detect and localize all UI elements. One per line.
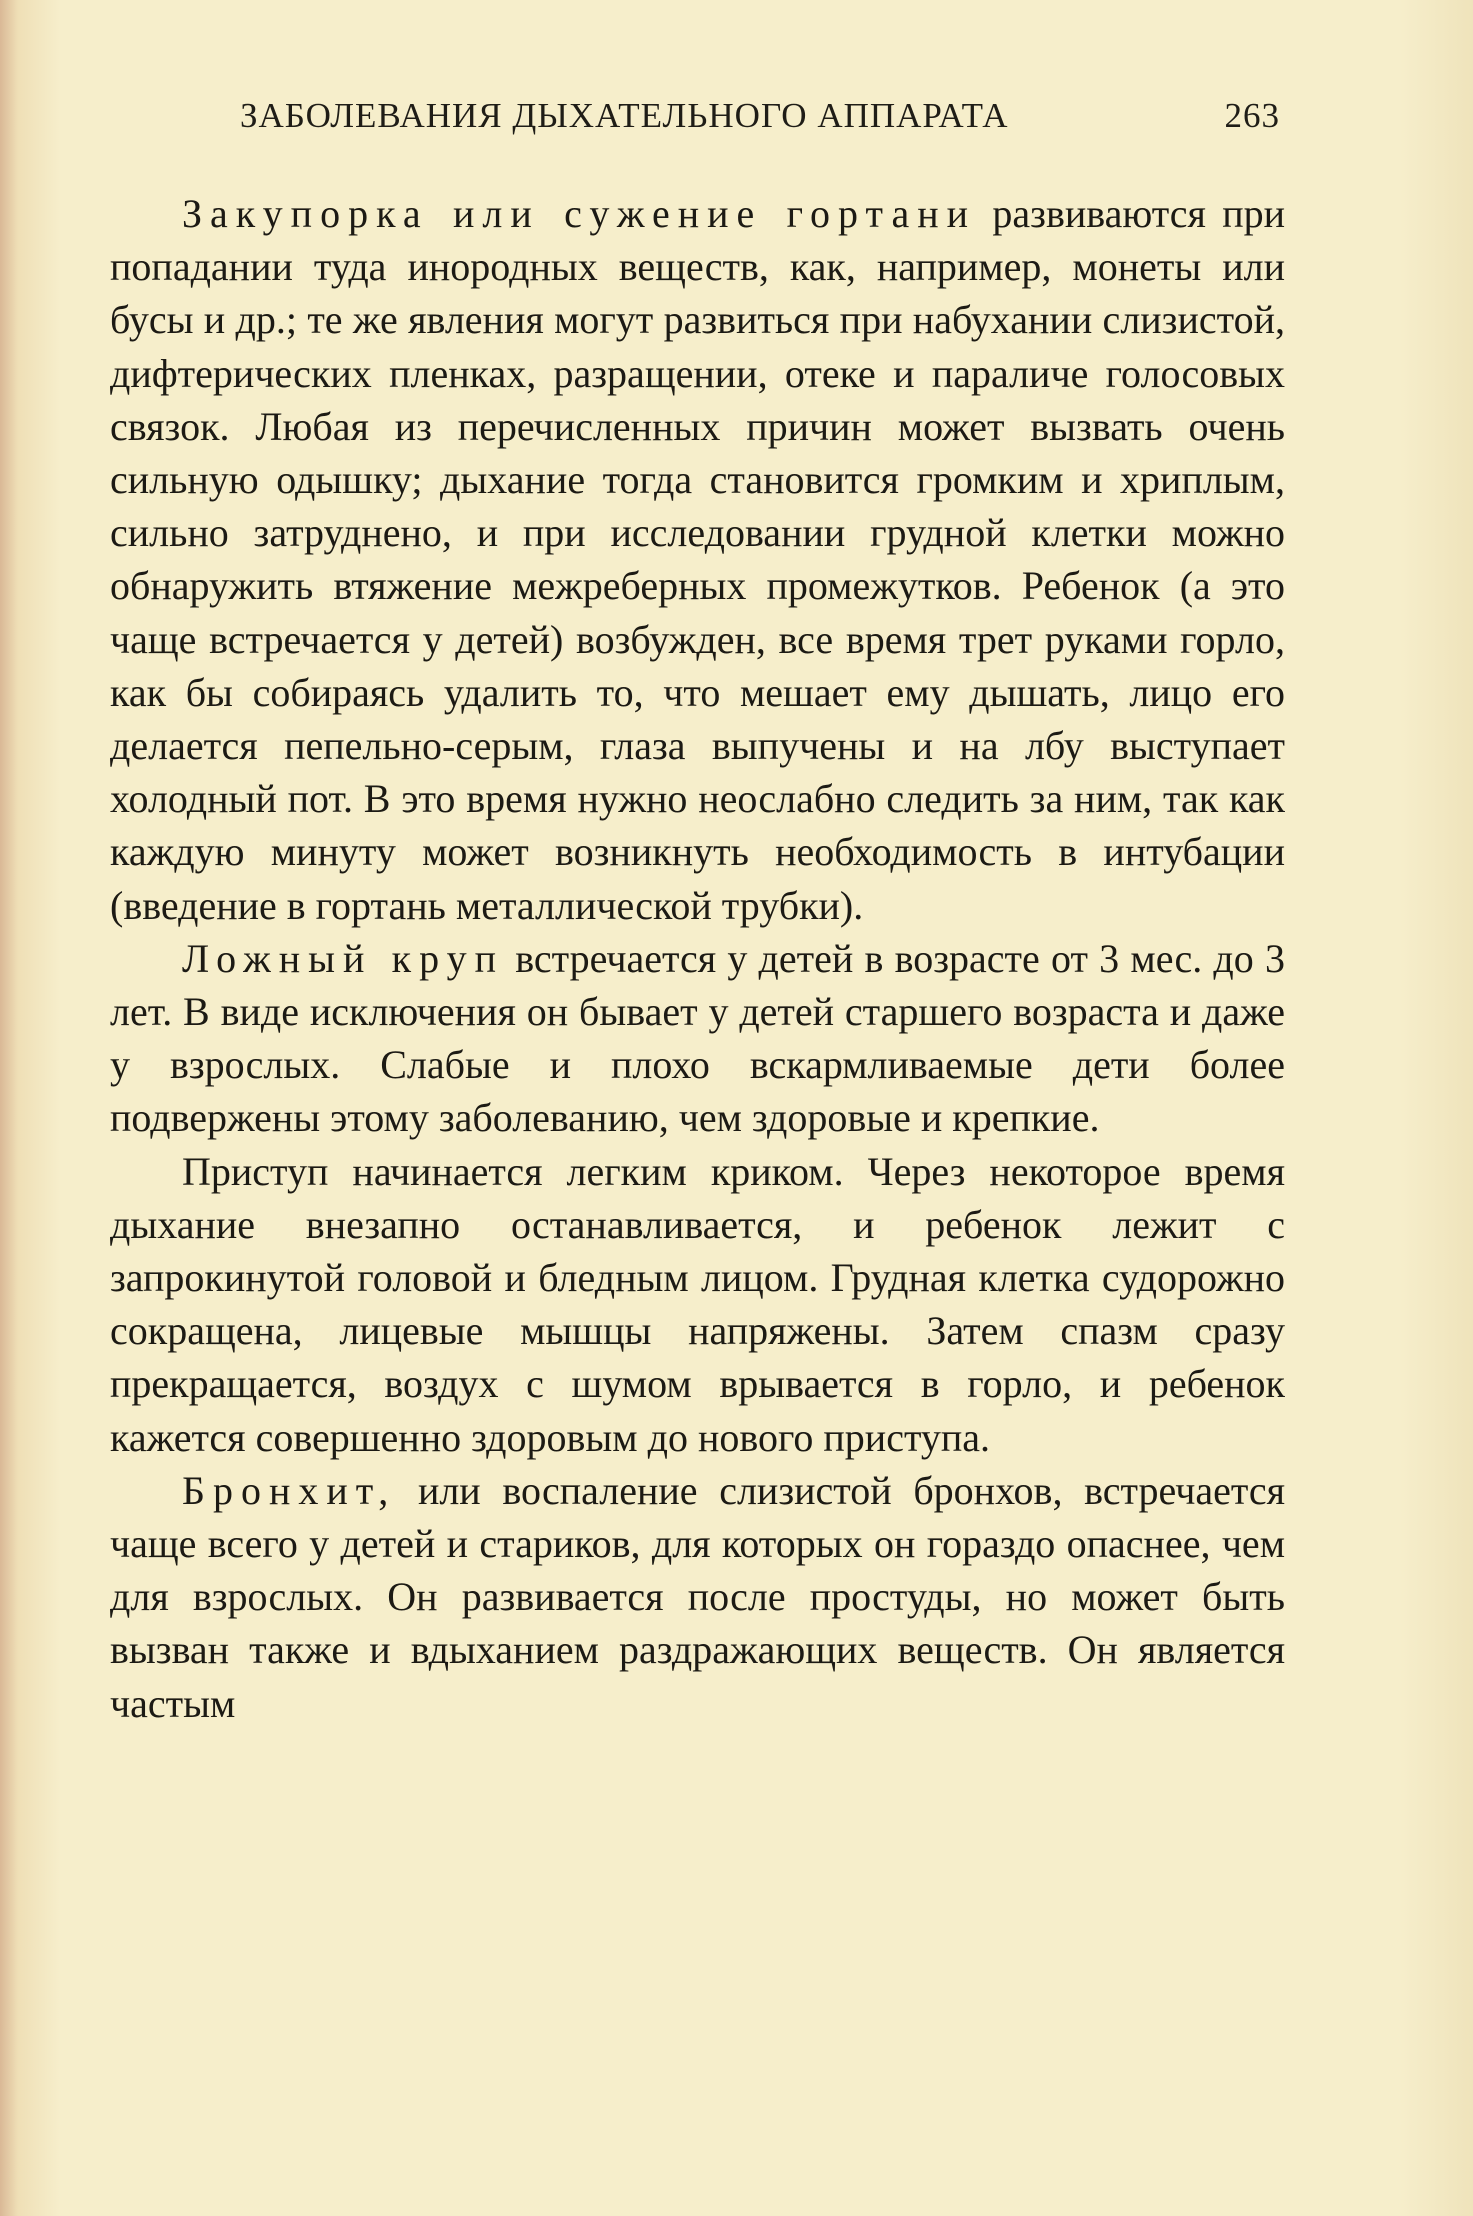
paragraph-bronchitis	[110, 1464, 1285, 1730]
paragraph-text: развиваются при попадании туда инородных веществ, как, например, монеты или бусы и др.; те же явления могут развиться при набухании слизистой, дифтерических пленках, разращении, отеке и параличе голосовых связок. Любая из перечисленных причин может вызвать очень сильную одышку; дыхание тогда становится громким и хриплым, сильно затруднено, и при исследовании грудной клетки можно обнаружить втяжение межреберных промежутков. Ребенок (а это чаще встречается у детей) возбужден, все время трет руками горло, как бы собираясь удалить то, что мешает ему дышать, лицо его делается пепельно-серым, глаза выпучены и на лбу выступает холодный пот. В это время нужно неослабно следить за ним, так как каждую минуту может возникнуть необходимость в интубации (введение в гортань металлической трубки).	[110, 191, 1286, 928]
page-number: 263	[1224, 96, 1280, 135]
spaced-term: Бронхит,	[182, 1467, 397, 1513]
spaced-term: Ложный круп	[182, 935, 504, 981]
spaced-term: Закупорка или сужение гортани	[182, 191, 977, 236]
body-text	[110, 187, 1285, 1730]
paragraph-text: встречается у детей в возрасте от 3 мес. до 3 лет. В виде исключения он бывает у детей старшего возраста и даже у взрослых. Слабые и плохо вскармливаемые дети более подвержены этому заболеванию, чем здоровые и крепкие.	[110, 935, 1285, 1141]
paragraph-attack	[110, 1145, 1285, 1464]
paragraph-laryngeal-obstruction	[110, 187, 1285, 932]
paragraph-text: или воспаление слизистой бронхов, встречается чаще всего у детей и стариков, для которых он гораздо опаснее, чем для взрослых. Он развивается после простуды, но может быть вызван также и вдыханием раздражающих веществ. Он является частым	[110, 1467, 1285, 1726]
paragraph-false-croup	[110, 932, 1285, 1145]
chapter-title: ЗАБОЛЕВАНИЯ ДЫХАТЕЛЬНОГО АППАРАТА	[240, 96, 1009, 135]
paragraph-text: Приступ начинается легким криком. Через некоторое время дыхание внезапно останавливается, и ребенок лежит с запрокинутой головой и бледным лицом. Грудная клетка судорожно сокращена, лицевые мышцы напряжены. Затем спазм сразу прекращается, воздух с шумом врывается в горло, и ребенок кажется совершенно здоровым до нового приступа.	[110, 1148, 1285, 1460]
